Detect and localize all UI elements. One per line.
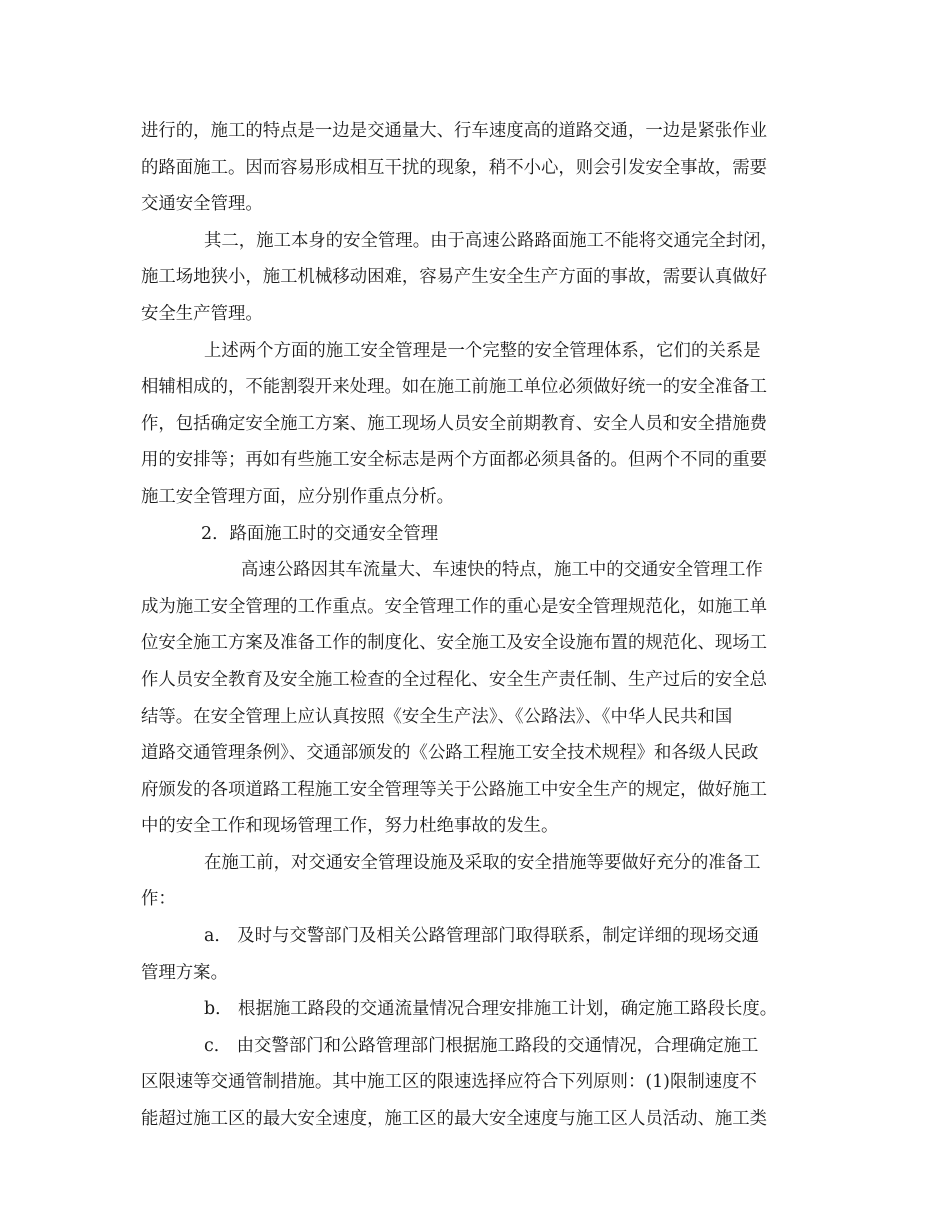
text-line: 施工场地狭小，施工机械移动困难，容易产生安全生产方面的事故，需要认真做好 — [141, 267, 768, 288]
text-line: 成为施工安全管理的工作重点。安全管理工作的重心是安全管理规范化，如施工单 — [141, 596, 768, 617]
paragraph-start-line: 高速公路因其车流量大、车速快的特点，施工中的交通安全管理工作 — [241, 560, 763, 581]
paragraph-start-line: 其二，施工本身的安全管理。由于高速公路路面施工不能将交通完全封闭， — [204, 230, 778, 251]
text-line: 用的安排等；再如有些施工安全标志是两个方面都必须具备的。但两个不同的重要 — [141, 450, 768, 471]
paragraph-start-line: 上述两个方面的施工安全管理是一个完整的安全管理体系，它们的关系是 — [204, 340, 761, 361]
text-line: 道路交通管理条例》、交通部颁发的《公路工程施工安全技术规程》和各级人民政 — [141, 743, 759, 764]
text-line: 府颁发的各项道路工程施工安全管理等关于公路施工中安全生产的规定，做好施工 — [141, 779, 768, 800]
text-line: 作人员安全教育及安全施工检查的全过程化、安全生产责任制、生产过后的安全总 — [141, 669, 768, 690]
paragraph-start-line: 在施工前，对交通安全管理设施及采取的安全措施等要做好充分的准备工 — [204, 852, 761, 873]
text-line: 管理方案。 — [141, 962, 228, 983]
text-line: 施工安全管理方面，应分别作重点分析。 — [141, 486, 455, 507]
body-text — [141, 113, 813, 1138]
text-line: 作： — [141, 889, 176, 910]
text-line: 进行的，施工的特点是一边是交通量大、行车速度高的道路交通，一边是紧张作业 — [141, 121, 768, 141]
text-line: 位安全施工方案及准备工作的制度化、安全施工及安全设施布置的规范化、现场工 — [141, 633, 768, 654]
list-item-c: c． 由交警部门和公路管理部门根据施工路段的交通情况，合理确定施工 — [204, 1035, 759, 1056]
text-line: 安全生产管理。 — [141, 303, 263, 324]
text-line: 中的安全工作和现场管理工作，努力杜绝事故的发生。 — [141, 816, 559, 837]
list-item-b: b． 根据施工路段的交通流量情况合理安排施工计划，确定施工路段长度。 — [204, 999, 778, 1020]
text-line: 能超过施工区的最大安全速度，施工区的最大安全速度与施工区人员活动、施工类 — [141, 1109, 768, 1130]
text-line: 作，包括确定安全施工方案、施工现场人员安全前期教育、安全人员和安全措施费 — [141, 413, 768, 434]
section-heading: 2．路面施工时的交通安全管理 — [201, 523, 439, 544]
text-line: 的路面施工。因而容易形成相互干扰的现象，稍不小心，则会引发安全事故，需要 — [141, 157, 768, 178]
text-line: 结等。在安全管理上应认真按照《安全生产法》、《公路法》、《中华人民共和国 — [141, 706, 733, 727]
text-line: 区限速等交通管制措施。其中施工区的限速选择应符合下列原则：(1)限制速度不 — [141, 1072, 757, 1093]
list-item-a: a． 及时与交警部门及相关公路管理部门取得联系，制定详细的现场交通 — [204, 926, 760, 947]
text-line: 相辅相成的，不能割裂开来处理。如在施工前施工单位必须做好统一的安全准备工 — [141, 377, 768, 398]
text-line: 交通安全管理。 — [141, 194, 263, 215]
